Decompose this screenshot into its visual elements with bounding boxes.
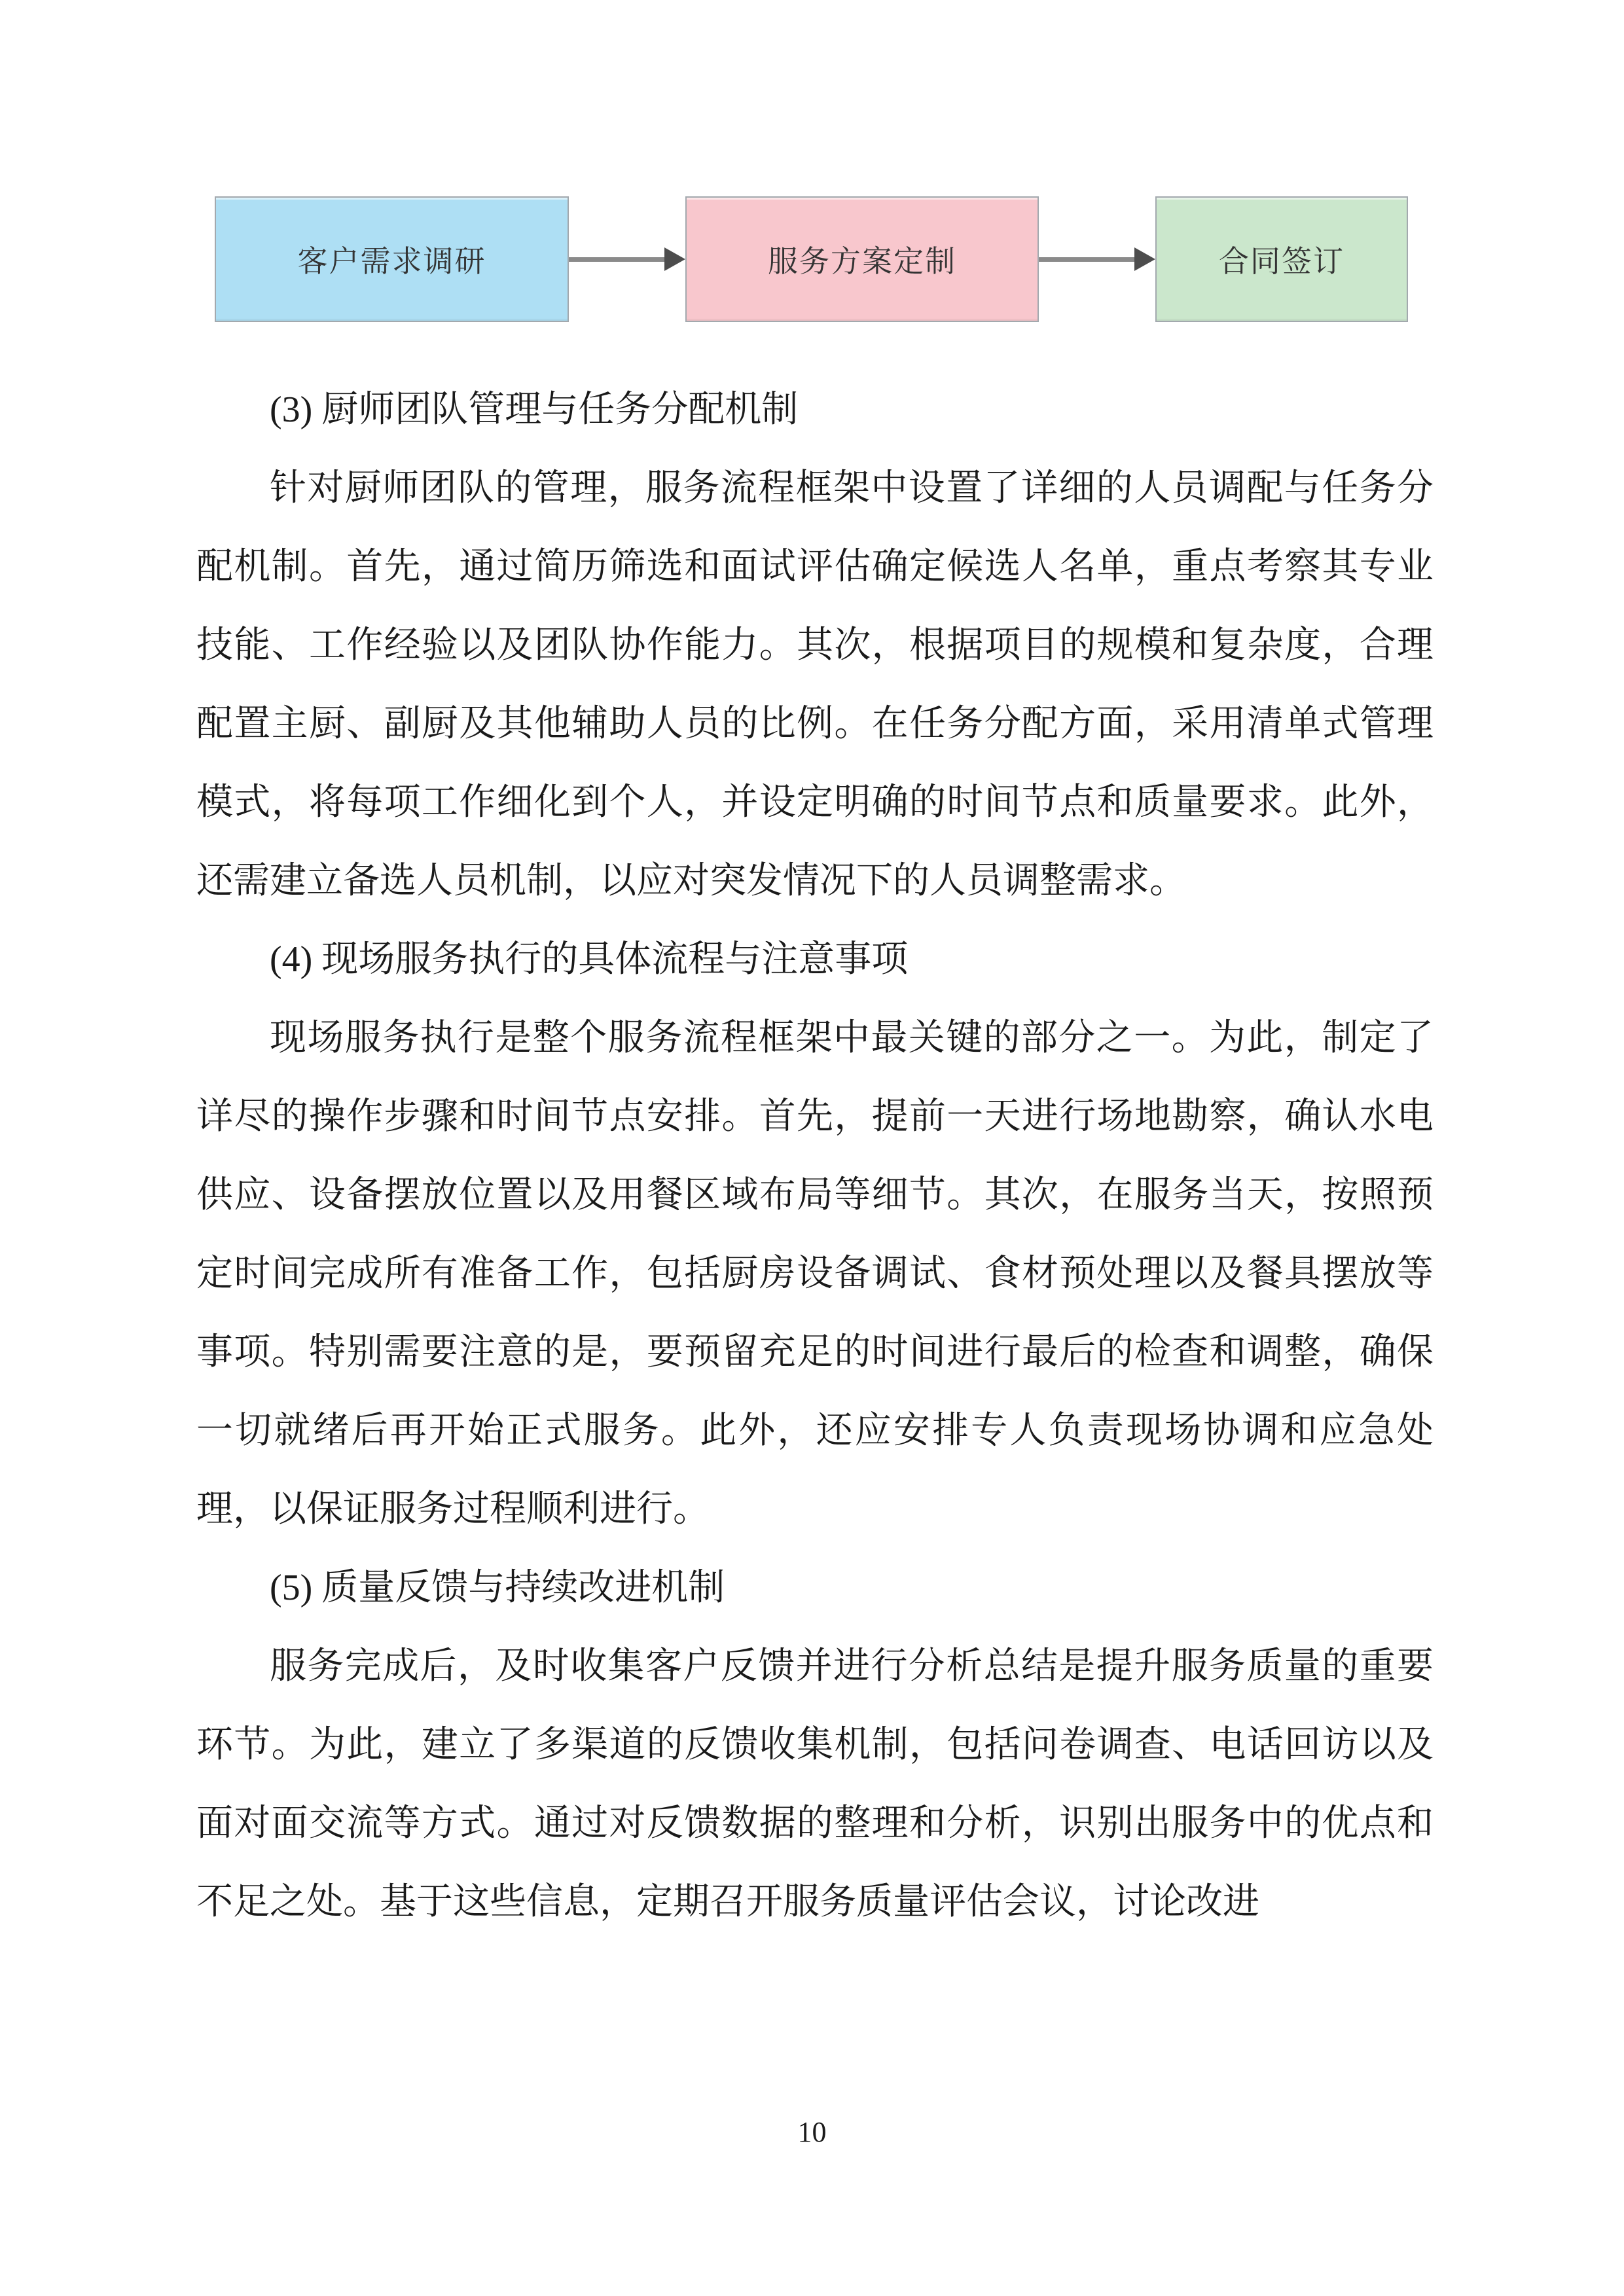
document-body	[196, 370, 1434, 1941]
flow-node-service-plan	[685, 196, 1039, 322]
process-flowchart	[215, 196, 1408, 322]
section-4-heading: (4) 现场服务执行的具体流程与注意事项	[270, 939, 909, 980]
flow-arrow-icon	[569, 247, 685, 271]
section-5	[196, 1549, 1434, 1941]
flow-node-label: 服务方案定制	[768, 244, 956, 278]
arrow-head	[664, 247, 685, 271]
section-3	[196, 370, 1434, 920]
arrow-head	[1134, 247, 1155, 271]
section-4	[196, 920, 1434, 1549]
page-number: 10	[797, 2116, 827, 2148]
section-4-paragraph: 现场服务执行是整个服务流程框架中最关键的部分之一。为此，制定了详尽的操作步骤和时间节点安排。首先，提前一天进行场地勘察，确认水电供应、设备摆放位置以及用餐区域布局等细节。其次，在服务当天，按照预定时间完成所有准备工作，包括厨房设备调试、食材预处理以及餐具摆放等事项。特别需要注意的是，要预留充足的时间进行最后的检查和调整，确保一切就绪后再开始正式服务。此外，还应安排专人负责现场协调和应急处理，以保证服务过程顺利进行。	[196, 1018, 1434, 1530]
section-5-paragraph: 服务完成后，及时收集客户反馈并进行分析总结是提升服务质量的重要环节。为此，建立了多渠道的反馈收集机制，包括问卷调查、电话回访以及面对面交流等方式。通过对反馈数据的整理和分析，识别出服务中的优点和不足之处。基于这些信息，定期召开服务质量评估会议，讨论改进	[196, 1646, 1434, 1922]
section-3-paragraph: 针对厨师团队的管理，服务流程框架中设置了详细的人员调配与任务分配机制。首先，通过简历筛选和面试评估确定候选人名单，重点考察其专业技能、工作经验以及团队协作能力。其次，根据项目的规模和复杂度，合理配置主厨、副厨及其他辅助人员的比例。在任务分配方面，采用清单式管理模式，将每项工作细化到个人，并设定明确的时间节点和质量要求。此外，还需建立备选人员机制，以应对突发情况下的人员调整需求。	[196, 468, 1434, 901]
flow-node-label: 合同签订	[1219, 244, 1344, 278]
flow-node-label: 客户需求调研	[297, 244, 486, 278]
flow-arrow-icon	[1039, 247, 1155, 271]
flow-node-customer-research	[215, 196, 569, 322]
arrow-shaft	[569, 257, 664, 262]
section-5-heading: (5) 质量反馈与持续改进机制	[270, 1568, 725, 1608]
arrow-shaft	[1039, 257, 1134, 262]
flow-node-contract-signing	[1155, 196, 1408, 322]
section-3-heading: (3) 厨师团队管理与任务分配机制	[270, 389, 799, 430]
